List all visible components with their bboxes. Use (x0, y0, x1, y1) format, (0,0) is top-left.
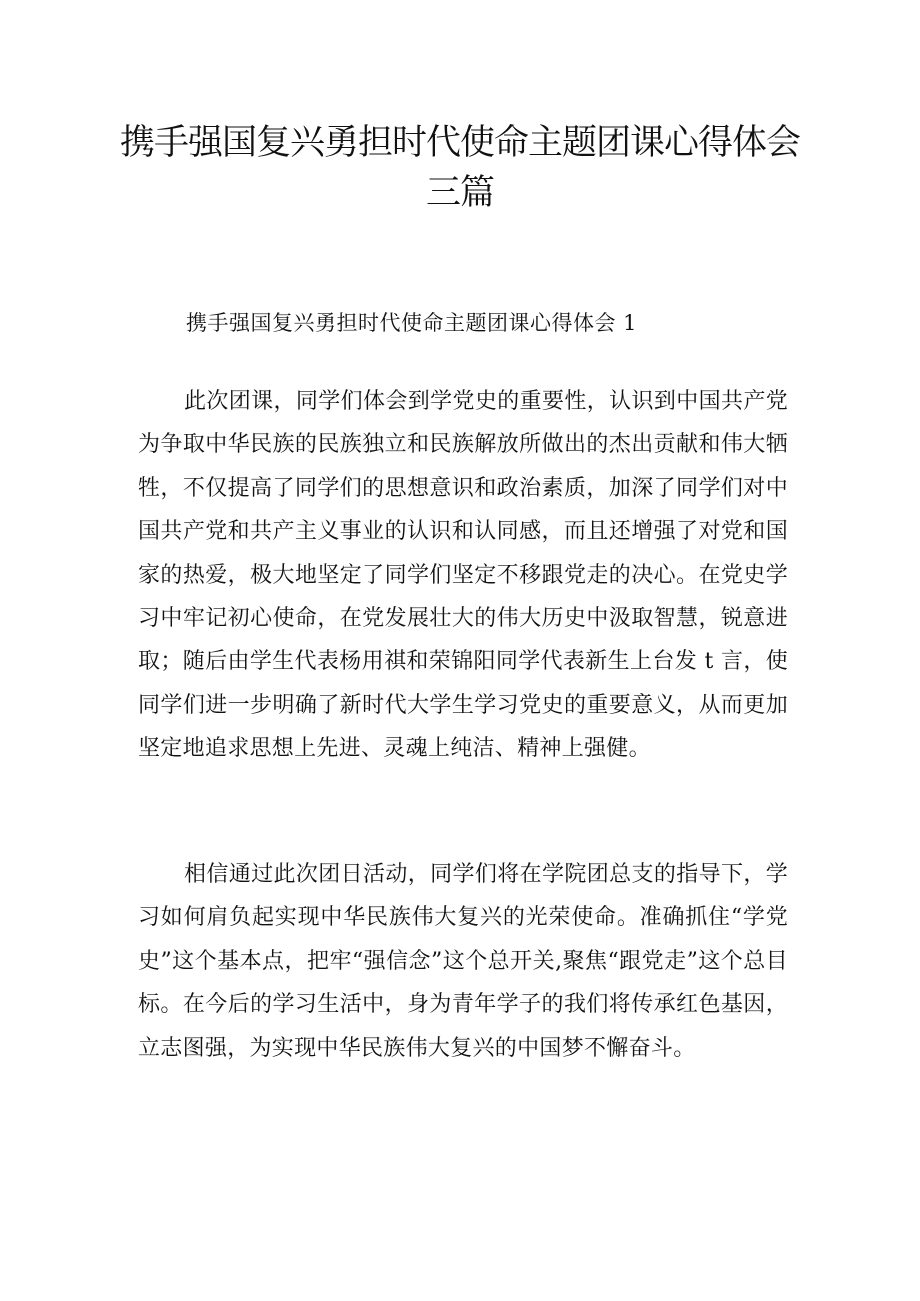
document-title: 携手强国复兴勇担时代使命主题团课心得体会三篇 (120, 123, 801, 213)
body-paragraph-2: 相信通过此次团日活动，同学们将在学院团总支的指导下，学习如何肩负起实现中华民族伟大复兴的光荣使命。准确抓住“学党史”这个基本点，把牢“强信念”这个总开关,聚焦“跟党走”这个总目标。在今后的学习生活中，身为青年学子的我们将传承红色基因，立志图强，为实现中华民族伟大复兴的中国梦不懈奋斗。 (138, 862, 788, 1061)
body-paragraph-1: 此次团课，同学们体会到学党史的重要性，认识到中国共产党为争取中华民族的民族独立和民族解放所做出的杰出贡献和伟大牺牲，不仅提高了同学们的思想意识和政治素质，加深了同学们对中国共产党和共产主义事业的认识和认同感，而且还增强了对党和国家的热爱，极大地坚定了同学们坚定不移跟党走的决心。在党史学习中牢记初心使命，在党发展壮大的伟大历史中汲取智慧，锐意进取；随后由学生代表杨用祺和荣锦阳同学代表新生上台发 t 言，使同学们进一步明确了新时代大学生学习党史的重要意义，从而更加坚定地追求思想上先进、灵魂上纯洁、精神上强健。 (138, 389, 788, 762)
section-heading: 携手强国复兴勇担时代使命主题团课心得体会 1 (186, 311, 638, 335)
